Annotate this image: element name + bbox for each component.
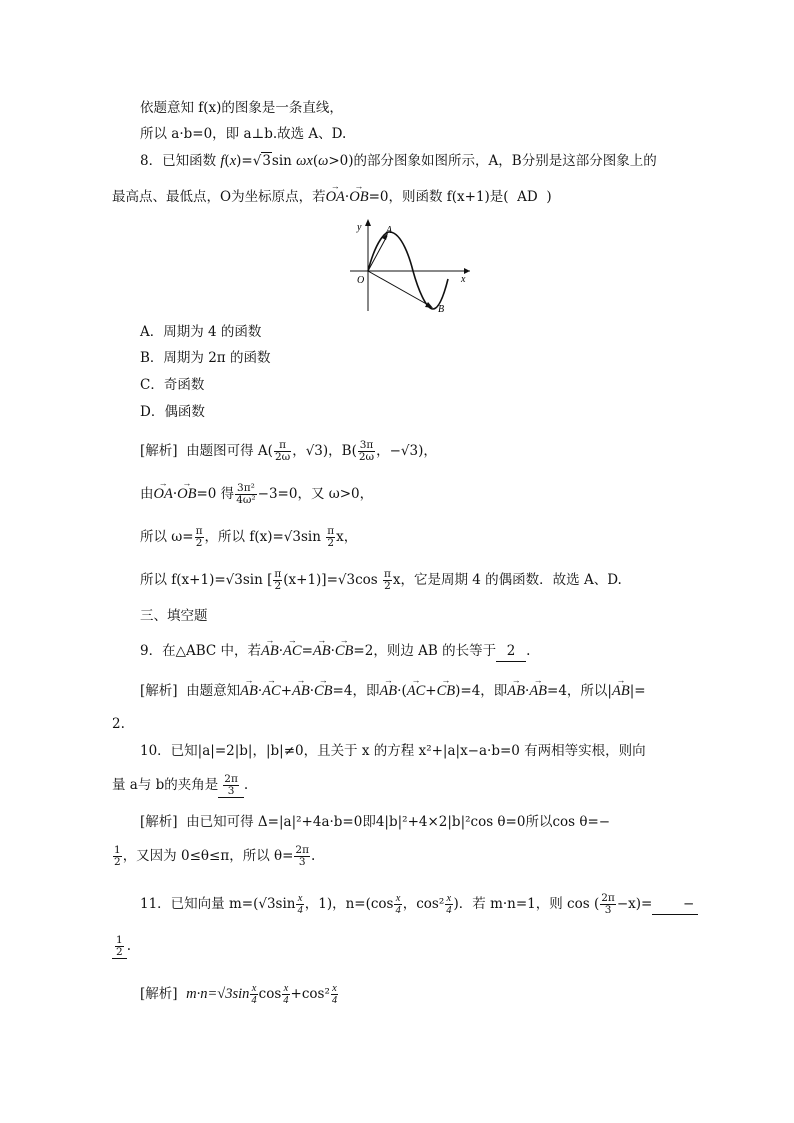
solution-8-line4: 所以 f(x+1)=√3sin [ $\frac{\pi}{2}$ (x+1)]=√3cos $\frac{\pi}{2}$ x，它是周期 4 的偶函数．故选 A、D. bbox=[140, 568, 622, 592]
sine-graph-figure bbox=[340, 215, 475, 315]
answer-10: $\frac{2\pi}{3}$ bbox=[218, 774, 244, 798]
solution-line: 所以 a·b=0，即 a⊥b.故选 A、D. bbox=[140, 126, 347, 142]
solution-9: [解析] 由题意知→ AB·→ AC+→ AB·→ CB=4，即→ AB·(→ AC+→ CB)=4，即→ AB·→ AB=4，所以|→ AB|= bbox=[140, 681, 646, 701]
answer-11-sign: − bbox=[652, 894, 698, 915]
question-10-cont: 量 a与 b的夹角是 $\frac{2\pi}{3}$ . bbox=[112, 773, 249, 797]
label-x: x bbox=[461, 274, 466, 285]
option-a: A．周期为 4 的函数 bbox=[140, 324, 262, 340]
label-A: A bbox=[386, 225, 393, 236]
solution-11: [解析] m·n=√3sin $\frac{x}{4}$ cos $\frac{x}{4}$ +cos² $\frac{x}{4}$ bbox=[140, 983, 338, 1006]
option-d: D．偶函数 bbox=[140, 404, 205, 420]
question-10: 10．已知|a|=2|b|，|b|≠0，且关于 x 的方程 x²+|a|x−a·b=0 有两相等实根，则向 bbox=[140, 743, 646, 759]
solution-10-cont: $\frac{1}{2}$ ，又因为 0≤θ≤π，所以 θ= $\frac{2\pi}{3}$ . bbox=[114, 844, 316, 868]
question-11-cont: $\frac{1}{2}$ . bbox=[112, 935, 131, 959]
label-O: O bbox=[357, 275, 365, 286]
option-c: C．奇函数 bbox=[140, 377, 205, 393]
option-b: B．周期为 2π 的函数 bbox=[140, 350, 271, 366]
question-8-stem-cont: 最高点、最低点，O为坐标原点，若→ OA·→ OB=0，则函数 f(x+1)是( AD ) bbox=[112, 187, 552, 207]
answer-8: AD bbox=[517, 189, 538, 205]
answer-11-frac: $\frac{1}{2}$ bbox=[112, 935, 127, 959]
answer-9: 2 bbox=[496, 641, 526, 662]
solution-9-cont: 2. bbox=[112, 716, 125, 732]
question-9: 9．在△ABC 中，若→ AB·→ AC=→ AB·→ CB=2，则边 AB 的长等于 2 . bbox=[140, 641, 530, 662]
question-8-stem: 8．已知函数 f(x)=√3sin ωx(ω>0)的部分图象如图所示，A，B分别是这部分图象上的 bbox=[140, 153, 657, 169]
section-heading: 三、填空题 bbox=[140, 608, 208, 624]
sine-curve bbox=[368, 232, 448, 309]
solution-8-line2: 由→ OA·→ OB=0 得 $\frac{\text{3π²}}{\text{4ω²}}$ −3=0，又 ω>0， bbox=[140, 483, 373, 506]
solution-line: 依题意知 f(x)的图象是一条直线， bbox=[140, 100, 343, 116]
label-y: y bbox=[357, 222, 362, 233]
label-B: B bbox=[438, 304, 445, 315]
vector-OA bbox=[368, 236, 387, 271]
solution-8-line1: [解析] 由题图可得 A( $\frac{\pi}{2\omega}$ ，√3)，B( $\frac{3\pi}{2\omega}$ ，−√3)， bbox=[140, 439, 437, 463]
solution-10: [解析] 由已知可得 Δ=|a|²+4a·b=0即4|b|²+4×2|b|²cos θ=0所以cos θ=− bbox=[140, 814, 611, 830]
question-11: 11．已知向量 m=(√3sin $\frac{x}{4}$ ，1)，n=(cos $\frac{x}{4}$ ，cos² $\frac{x}{4}$ )．若 m·n=1，则 cos ( $\frac{2\pi}{3}$ −x)= − bbox=[140, 893, 698, 916]
solution-8-line3: 所以 ω= $\frac{\pi}{2}$ ，所以 f(x)=√3sin $\frac{\pi}{2}$ x， bbox=[140, 525, 358, 549]
vector-OB bbox=[368, 271, 430, 306]
